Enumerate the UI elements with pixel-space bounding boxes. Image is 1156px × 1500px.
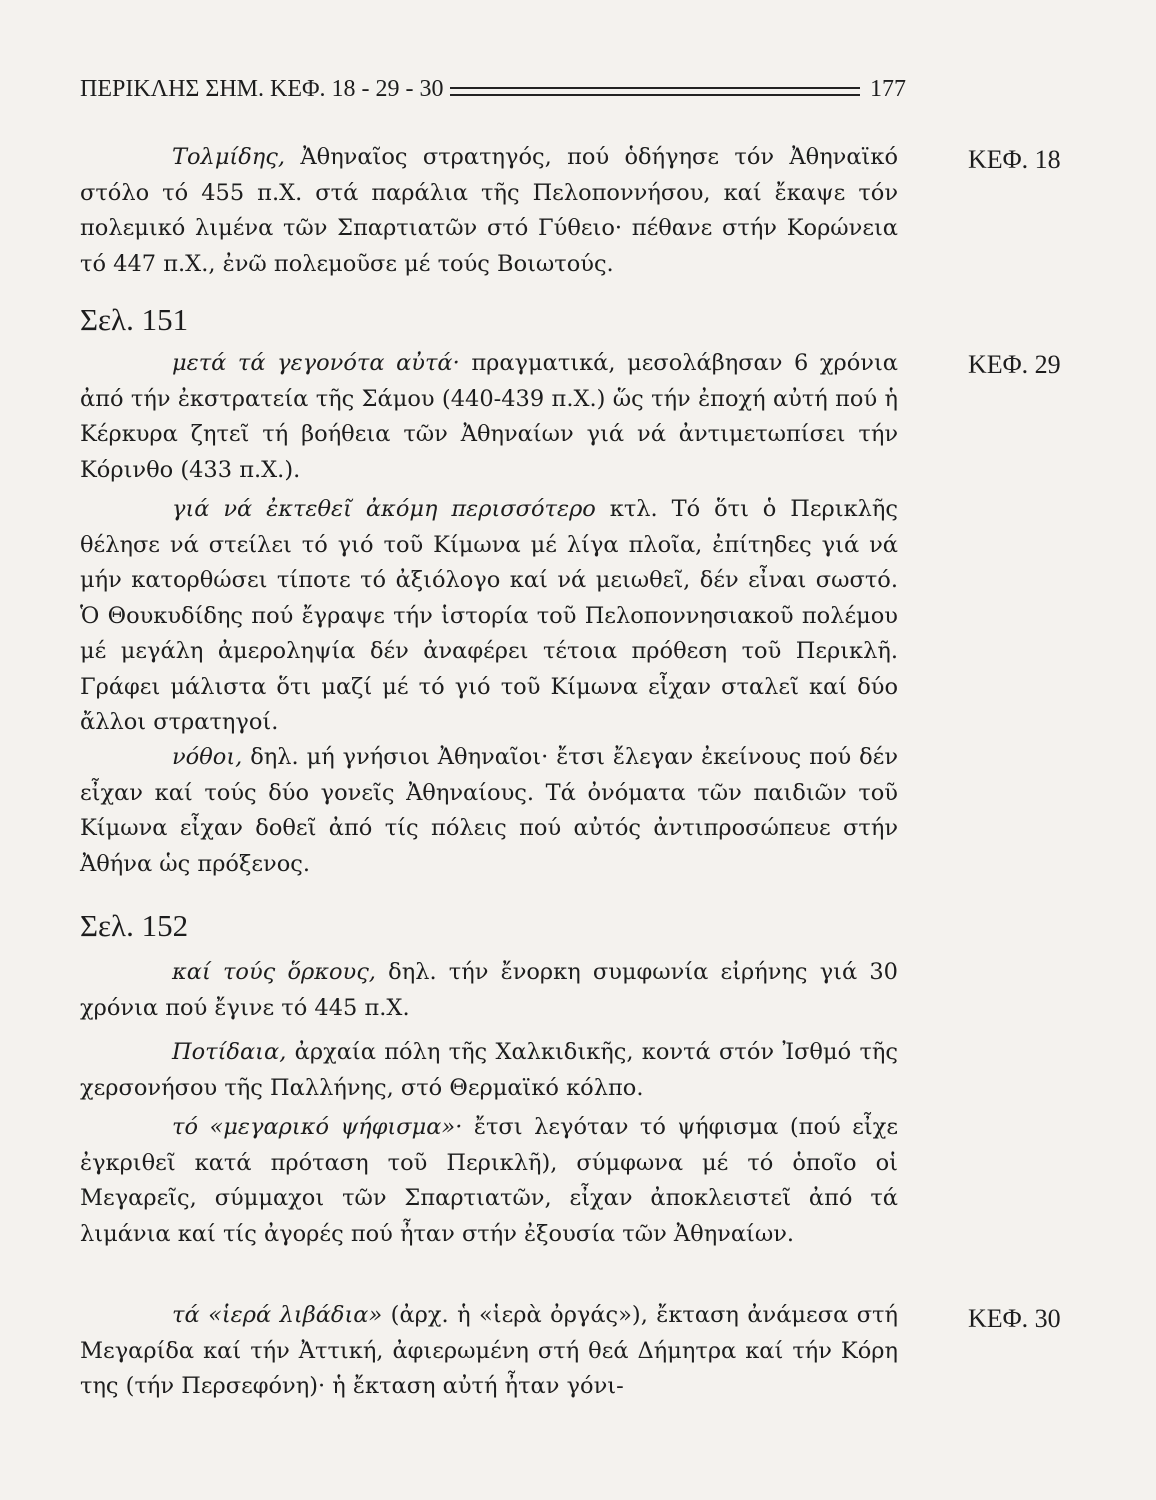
note-text: πραγματικά, μεσολάβησαν 6 χρόνια ἀπό τήν ἐκστρατεία τῆς Σάμου (440-439 π.Χ.) ὥς τήν ἐποχή αὐτή πού ἡ Κέρκυρα ζητεῖ τή βοήθεια τῶν Ἀθηναίων γιά νά ἀντιμετωπίσει τήν Κόρινθο (433 π.Χ.). [80,350,898,483]
section-heading-151: Σελ. 151 [80,302,189,337]
page-number: 177 [870,75,906,102]
note-meta [80,346,898,488]
note-text: (ἀρχ. ἡ «ἱερὰ ὀργάς»), ἔκταση ἀνάμεσα στή Μεγαρίδα καί τήν Ἀττική, ἀφιερωμένη στή θεά Δήμητρα καί τήν Κόρη της (τήν Περσεφόνη)· ἡ ἔκταση αὐτή ἦταν γόνι- [80,1302,898,1399]
note-psifisma [80,1110,898,1252]
note-lead: Ποτίδαια, [172,1039,287,1065]
note-lead: Τολμίδης, [172,144,286,170]
running-title: ΠΕΡΙΚΛΗΣ ΣΗΜ. ΚΕΦ. 18 - 29 - 30 [80,75,444,102]
note-lead: γιά νά ἐκτεθεῖ ἀκόμη περισσότερο [172,496,596,522]
note-text: δηλ. τήν ἔνορκη συμφωνία εἰρήνης γιά 30 χρόνια πού ἔγινε τό 445 π.Χ. [80,959,898,1021]
note-text: ἀρχαία πόλη τῆς Χαλκιδικῆς, κοντά στόν Ἰσθμό τῆς χερσονήσου τῆς Παλλήνης, στό Θερμαϊκό κόλπο. [80,1039,898,1101]
note-lead: νόθοι, [172,744,243,770]
note-text: ἔτσι λεγόταν τό ψήφισμα (πού εἶχε ἐγκριθεῖ κατά πρόταση τοῦ Περικλῆ), σύμφωνα μέ τό ὁποῖο οἱ Μεγαρεῖς, σύμμαχοι τῶν Σπαρτιατῶν, εἶχαν ἀποκλειστεῖ ἀπό τά λιμάνια καί τίς ἀγορές πού ἦταν στήν ἐξουσία τῶν Ἀθηναίων. [80,1114,898,1247]
note-potidaia [80,1035,898,1106]
note-lead: καί τούς ὅρκους, [172,959,376,985]
margin-label-kef-29: ΚΕΦ. 29 [968,350,1061,379]
note-text: κτλ. Τό ὅτι ὁ Περικλῆς θέλησε νά στείλει τό γιό τοῦ Κίμωνα μέ λίγα πλοῖα, ἐπίτηδες γιά νά μήν κατορθώσει τίποτε τό ἀξιόλογο καί νά μειωθεῖ, δέν εἶναι σωστό. Ὁ Θουκυδίδης πού ἔγραψε τήν ἱστορία τοῦ Πελοποννησιακοῦ πολέμου μέ μεγάλη ἀμεροληψία δέν ἀναφέρει τέτοια πρόθεση τοῦ Περικλῆ. Γράφει μάλιστα ὅτι μαζί μέ τό γιό τοῦ Κίμωνα εἶχαν σταλεῖ καί δύο ἄλλοι στρατηγοί. [80,496,898,735]
margin-label-kef-30: ΚΕΦ. 30 [968,1304,1061,1333]
note-orkous [80,955,898,1026]
note-nothoi [80,740,898,882]
running-header [80,74,906,104]
note-lead: τό «μεγαρικό ψήφισμα»· [172,1114,463,1140]
header-rule [450,87,860,96]
note-livadia [80,1298,898,1405]
note-text: δηλ. μή γνήσιοι Ἀθηναῖοι· ἔτσι ἔλεγαν ἐκείνους πού δέν εἶχαν καί τούς δύο γονεῖς Ἀθηναίους. Τά ὀνόματα τῶν παιδιῶν τοῦ Κίμωνα εἶχαν δοθεῖ ἀπό τίς πόλεις πού αὐτός ἀντιπροσώπευε στήν Ἀθήνα ὡς πρόξενος. [80,744,898,877]
note-tolmidis [80,140,898,282]
section-heading-152: Σελ. 152 [80,908,189,943]
note-lead: τά «ἱερά λιβάδια» [172,1302,383,1328]
margin-label-kef-18: ΚΕΦ. 18 [968,145,1061,174]
note-lead: μετά τά γεγονότα αὐτά· [172,350,460,376]
note-text: Ἀθηναῖος στρατηγός, πού ὁδήγησε τόν Ἀθηναϊκό στόλο τό 455 π.Χ. στά παράλια τῆς Πελοποννήσου, καί ἔκαψε τόν πολεμικό λιμένα τῶν Σπαρτιατῶν στό Γύθειο· πέθανε στήν Κορώνεια τό 447 π.Χ., ἐνῶ πολεμοῦσε μέ τούς Βοιωτούς. [80,144,898,277]
note-gia [80,492,898,741]
